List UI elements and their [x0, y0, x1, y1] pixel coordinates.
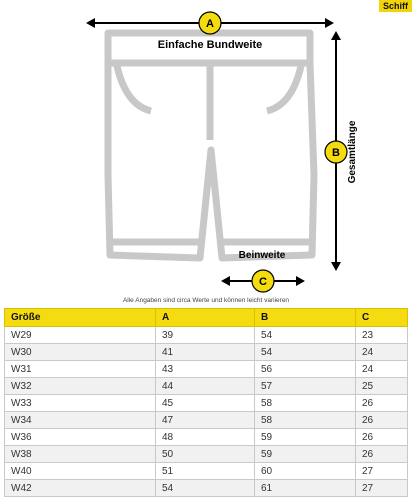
cell-c: 24 [356, 361, 408, 378]
table-row [5, 344, 408, 361]
table-row [5, 446, 408, 463]
cell-size: W42 [5, 480, 156, 497]
cell-b: 59 [255, 429, 356, 446]
cell-a: 50 [156, 446, 255, 463]
table-row [5, 480, 408, 497]
svg-text:B: B [332, 147, 340, 159]
cell-a: 48 [156, 429, 255, 446]
length-label: Gesamtlänge [347, 120, 358, 184]
cell-a: 54 [156, 480, 255, 497]
marker-a [199, 12, 221, 34]
cell-b: 54 [255, 344, 356, 361]
cell-b: 58 [255, 395, 356, 412]
cell-c: 24 [356, 344, 408, 361]
cell-size: W29 [5, 327, 156, 344]
cell-c: 26 [356, 395, 408, 412]
cell-size: W33 [5, 395, 156, 412]
cell-b: 56 [255, 361, 356, 378]
brand-tag: Schiff [379, 0, 412, 12]
table-row [5, 327, 408, 344]
table-row [5, 429, 408, 446]
cell-c: 23 [356, 327, 408, 344]
header-size: Größe [5, 309, 156, 327]
marker-b [325, 141, 347, 163]
cell-b: 60 [255, 463, 356, 480]
cell-c: 25 [356, 378, 408, 395]
cell-size: W30 [5, 344, 156, 361]
cell-b: 58 [255, 412, 356, 429]
cell-a: 44 [156, 378, 255, 395]
table-row [5, 412, 408, 429]
cell-b: 54 [255, 327, 356, 344]
cell-a: 47 [156, 412, 255, 429]
size-table-header-row [5, 309, 408, 327]
cell-a: 51 [156, 463, 255, 480]
cell-size: W34 [5, 412, 156, 429]
table-row [5, 463, 408, 480]
cell-c: 26 [356, 446, 408, 463]
cell-b: 59 [255, 446, 356, 463]
svg-text:A: A [206, 18, 214, 30]
cell-a: 43 [156, 361, 255, 378]
marker-c [252, 270, 274, 292]
header-a: A [156, 309, 255, 327]
cell-a: 41 [156, 344, 255, 361]
shorts-outline [108, 33, 314, 258]
cell-c: 26 [356, 412, 408, 429]
table-row [5, 395, 408, 412]
waist-label: Einfache Bundweite [157, 39, 263, 51]
table-row [5, 378, 408, 395]
cell-a: 39 [156, 327, 255, 344]
cell-c: 27 [356, 480, 408, 497]
cell-b: 57 [255, 378, 356, 395]
cell-size: W36 [5, 429, 156, 446]
cell-a: 45 [156, 395, 255, 412]
cell-size: W40 [5, 463, 156, 480]
cell-size: W32 [5, 378, 156, 395]
size-table [4, 308, 408, 497]
cell-size: W38 [5, 446, 156, 463]
disclaimer-note: Alle Angaben sind circa Werte und können leicht variieren [122, 297, 290, 304]
header-c: C [356, 309, 408, 327]
header-b: B [255, 309, 356, 327]
cell-size: W31 [5, 361, 156, 378]
svg-text:C: C [259, 276, 267, 288]
cell-c: 27 [356, 463, 408, 480]
cell-c: 26 [356, 429, 408, 446]
cell-b: 61 [255, 480, 356, 497]
leg-width-label: Beinweite [238, 250, 286, 261]
table-row [5, 361, 408, 378]
